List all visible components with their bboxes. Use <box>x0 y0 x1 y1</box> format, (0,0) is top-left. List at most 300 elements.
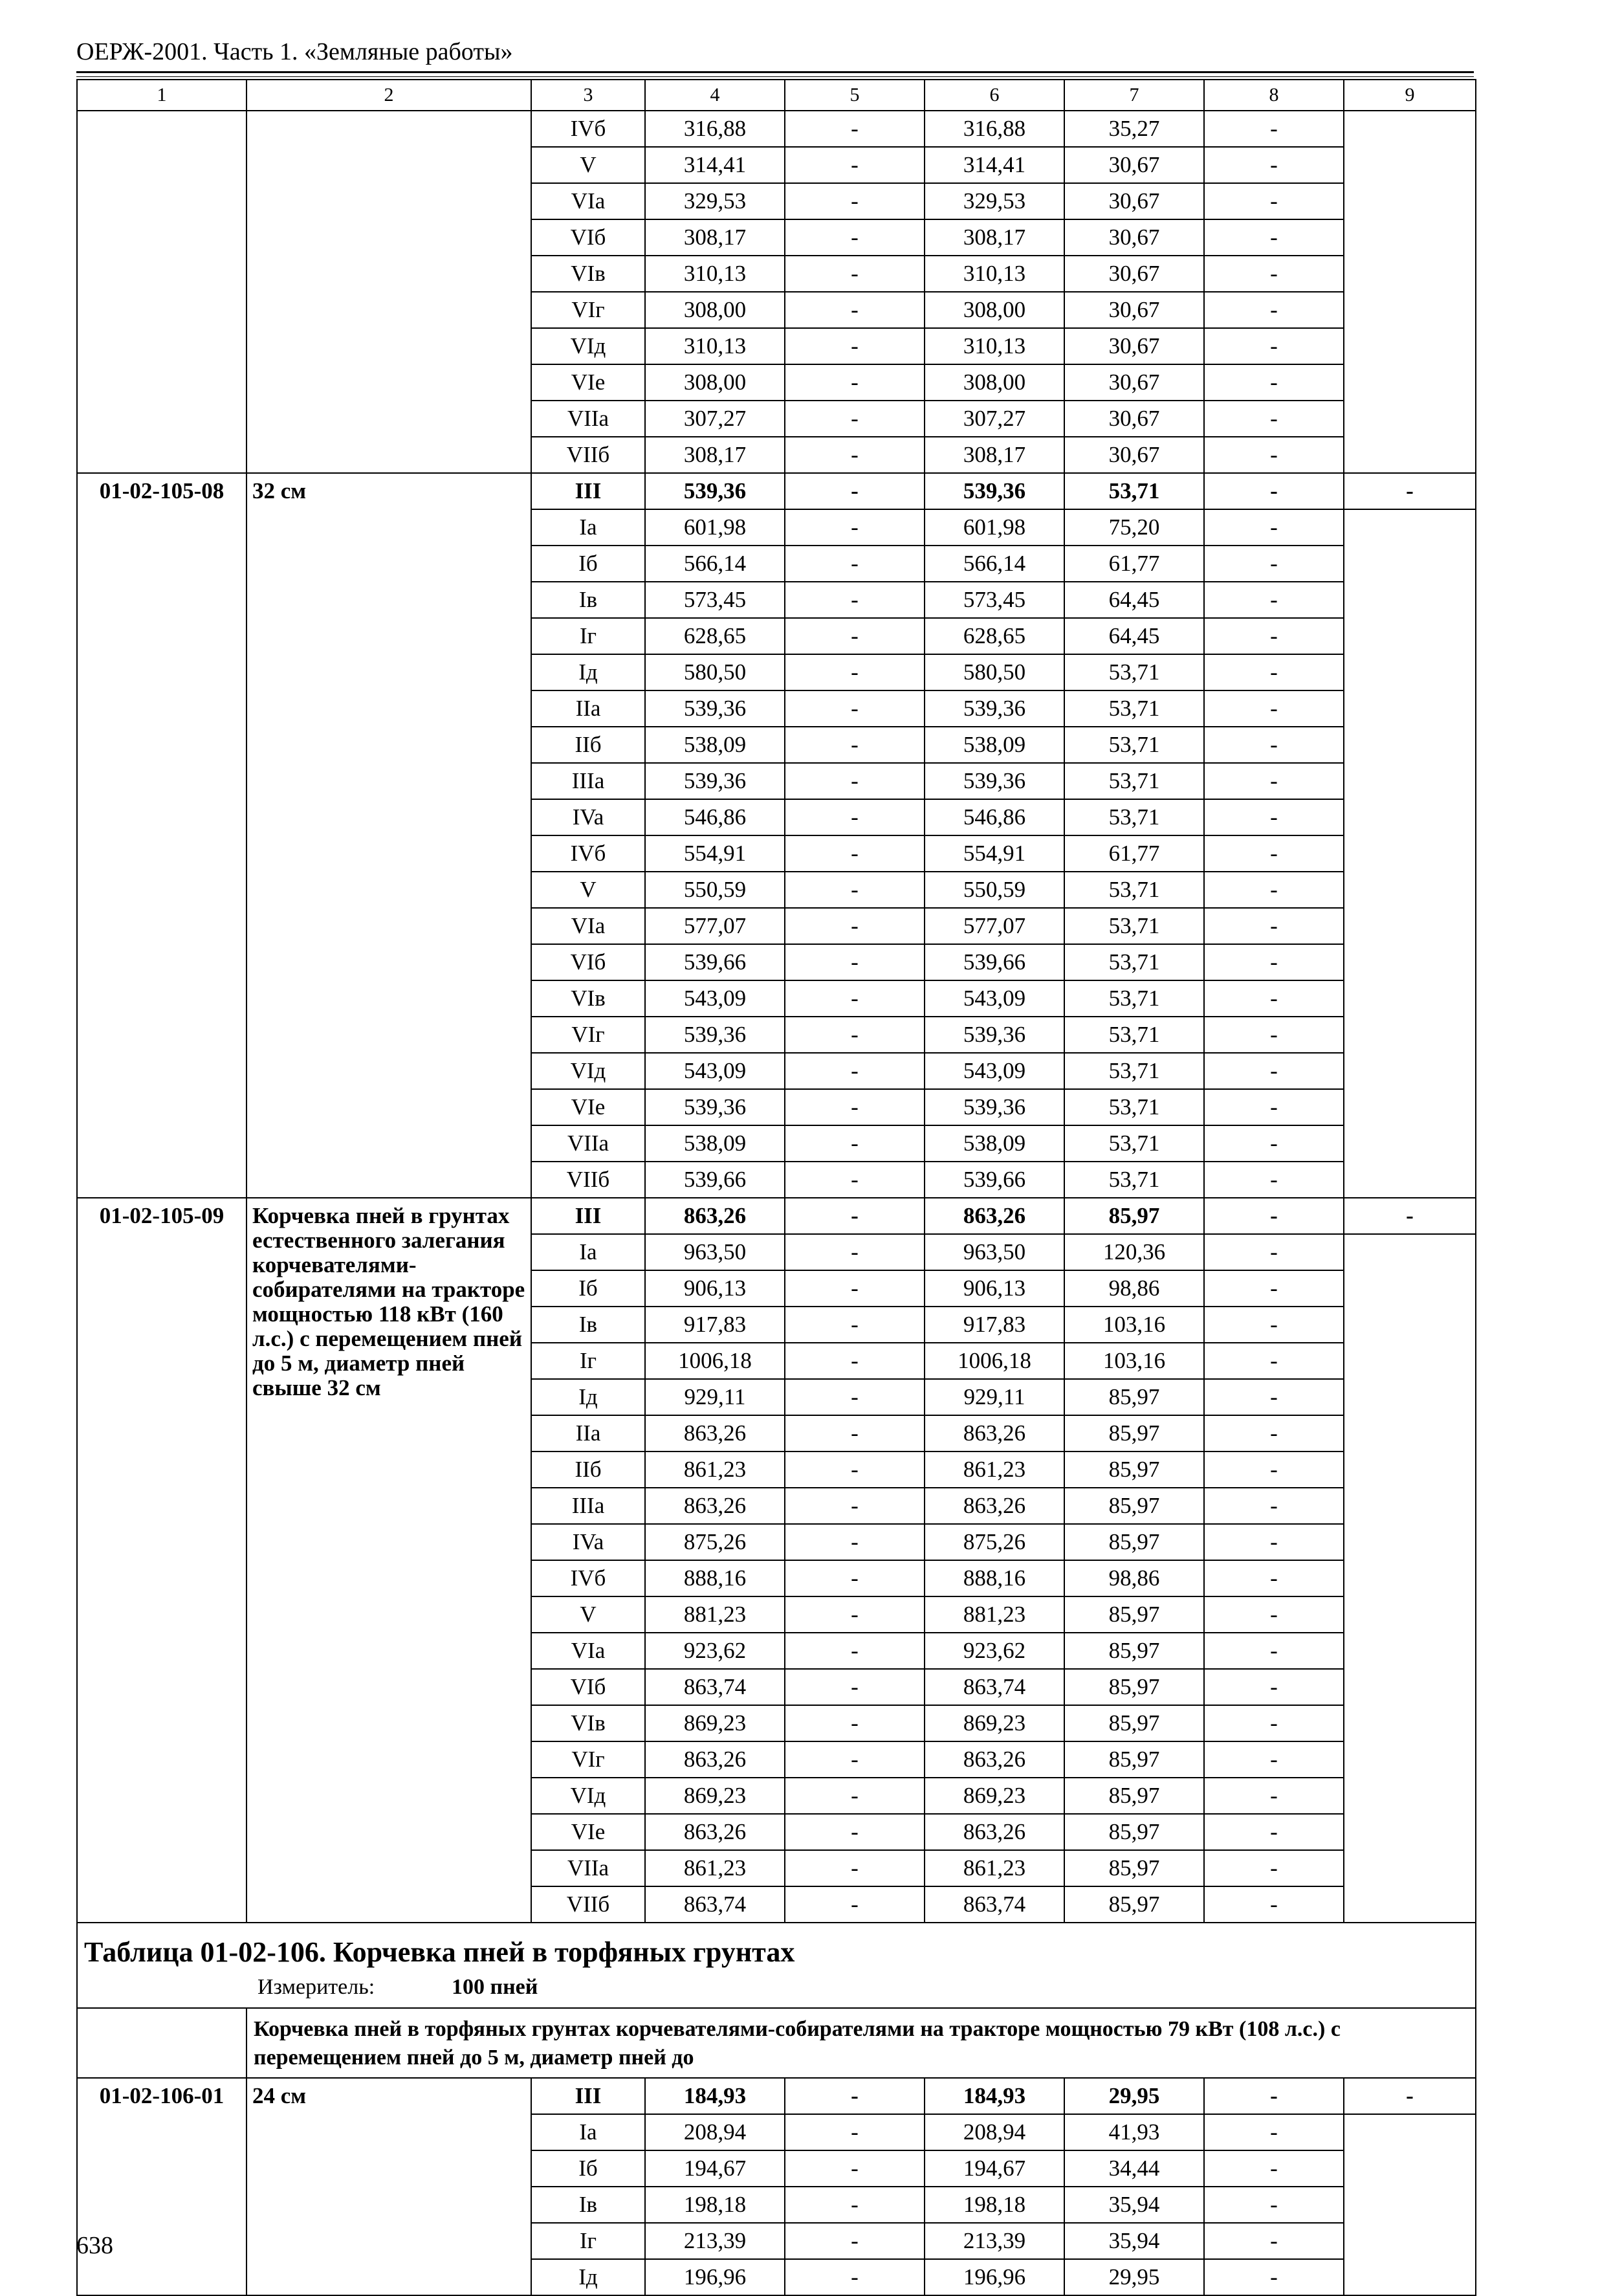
wages-cell: - <box>785 328 925 364</box>
total-cost-cell: 861,23 <box>645 1850 785 1886</box>
machine-cost-cell: 906,13 <box>925 1270 1064 1307</box>
soil-group-cell: III <box>531 1198 645 1234</box>
materials-cell: - <box>1204 908 1344 944</box>
total-cost-cell: 538,09 <box>645 1125 785 1162</box>
machine-wages-cell: 29,95 <box>1064 2078 1204 2114</box>
wages-cell: - <box>785 1705 925 1741</box>
materials-cell: - <box>1204 872 1344 908</box>
soil-group-cell: Iб <box>531 1270 645 1307</box>
machine-cost-cell: 863,26 <box>925 1198 1064 1234</box>
materials-cell: - <box>1204 1669 1344 1705</box>
soil-group-cell: VIIб <box>531 1162 645 1198</box>
total-cost-cell: 580,50 <box>645 654 785 690</box>
machine-cost-cell: 861,23 <box>925 1850 1064 1886</box>
column-number: 4 <box>645 80 785 111</box>
soil-group-cell: Ia <box>531 2114 645 2150</box>
machine-wages-cell: 30,67 <box>1064 183 1204 219</box>
materials-cell: - <box>1204 1778 1344 1814</box>
soil-group-cell: Iв <box>531 2187 645 2223</box>
machine-cost-cell: 543,09 <box>925 1053 1064 1089</box>
machine-wages-cell: 61,77 <box>1064 835 1204 872</box>
machine-wages-cell: 120,36 <box>1064 1234 1204 1270</box>
machine-wages-cell: 85,97 <box>1064 1850 1204 1886</box>
machine-cost-cell: 196,96 <box>925 2259 1064 2295</box>
machine-cost-cell: 314,41 <box>925 147 1064 183</box>
total-cost-cell: 310,13 <box>645 256 785 292</box>
materials-cell: - <box>1204 111 1344 147</box>
machine-cost-cell: 1006,18 <box>925 1343 1064 1379</box>
total-cost-cell: 539,36 <box>645 763 785 799</box>
machine-wages-cell: 53,71 <box>1064 727 1204 763</box>
machine-cost-cell: 628,65 <box>925 618 1064 654</box>
machine-wages-cell: 85,97 <box>1064 1669 1204 1705</box>
total-cost-cell: 538,09 <box>645 727 785 763</box>
machine-cost-cell: 308,00 <box>925 292 1064 328</box>
total-cost-cell: 307,27 <box>645 401 785 437</box>
wages-cell: - <box>785 1886 925 1923</box>
wages-cell: - <box>785 2078 925 2114</box>
wages-cell: - <box>785 1741 925 1778</box>
wages-cell: - <box>785 654 925 690</box>
machine-wages-cell: 85,97 <box>1064 1596 1204 1633</box>
soil-group-cell: Iд <box>531 2259 645 2295</box>
machine-cost-cell: 539,66 <box>925 1162 1064 1198</box>
total-cost-cell: 573,45 <box>645 582 785 618</box>
total-cost-cell: 875,26 <box>645 1524 785 1560</box>
labor-cell <box>1344 111 1476 473</box>
soil-group-cell: VIд <box>531 1778 645 1814</box>
soil-group-cell: IIa <box>531 690 645 727</box>
total-cost-cell: 539,66 <box>645 944 785 980</box>
machine-cost-cell: 308,00 <box>925 364 1064 401</box>
column-number: 8 <box>1204 80 1344 111</box>
machine-cost-cell: 550,59 <box>925 872 1064 908</box>
machine-wages-cell: 53,71 <box>1064 799 1204 835</box>
soil-group-cell: Iв <box>531 582 645 618</box>
soil-group-cell: VIе <box>531 1814 645 1850</box>
soil-group-cell: Iд <box>531 1379 645 1415</box>
machine-wages-cell: 75,20 <box>1064 509 1204 546</box>
table-title: Таблица 01-02-106. Корчевка пней в торфяных грунтах <box>84 1936 795 1968</box>
soil-group-cell: IIб <box>531 727 645 763</box>
machine-cost-cell: 875,26 <box>925 1524 1064 1560</box>
wages-cell: - <box>785 1053 925 1089</box>
machine-cost-cell: 308,17 <box>925 219 1064 256</box>
column-number: 2 <box>247 80 531 111</box>
machine-wages-cell: 103,16 <box>1064 1343 1204 1379</box>
wages-cell: - <box>785 1669 925 1705</box>
machine-wages-cell: 30,67 <box>1064 147 1204 183</box>
materials-cell: - <box>1204 1488 1344 1524</box>
wages-cell: - <box>785 437 925 473</box>
materials-cell: - <box>1204 1053 1344 1089</box>
labor-cell: - <box>1344 2078 1476 2114</box>
soil-group-cell: Iб <box>531 2150 645 2187</box>
machine-wages-cell: 85,97 <box>1064 1415 1204 1452</box>
machine-wages-cell: 53,71 <box>1064 690 1204 727</box>
total-cost-cell: 863,26 <box>645 1814 785 1850</box>
machine-cost-cell: 539,36 <box>925 1089 1064 1125</box>
total-cost-cell: 310,13 <box>645 328 785 364</box>
table-row-main <box>77 1198 1476 1234</box>
soil-group-cell: Ia <box>531 1234 645 1270</box>
soil-group-cell: IVб <box>531 111 645 147</box>
header-rule <box>76 71 1474 73</box>
machine-cost-cell: 863,26 <box>925 1415 1064 1452</box>
machine-cost-cell: 539,66 <box>925 944 1064 980</box>
materials-cell: - <box>1204 147 1344 183</box>
page-number: 638 <box>76 2232 113 2259</box>
total-cost-cell: 577,07 <box>645 908 785 944</box>
soil-group-cell: Ia <box>531 509 645 546</box>
machine-wages-cell: 103,16 <box>1064 1307 1204 1343</box>
soil-group-cell: VIa <box>531 908 645 944</box>
wages-cell: - <box>785 111 925 147</box>
wages-cell: - <box>785 618 925 654</box>
total-cost-cell: 963,50 <box>645 1234 785 1270</box>
materials-cell: - <box>1204 799 1344 835</box>
total-cost-cell: 863,26 <box>645 1198 785 1234</box>
machine-cost-cell: 543,09 <box>925 980 1064 1017</box>
materials-cell: - <box>1204 473 1344 509</box>
machine-wages-cell: 53,71 <box>1064 1089 1204 1125</box>
soil-group-cell: IVб <box>531 1560 645 1596</box>
machine-cost-cell: 213,39 <box>925 2223 1064 2259</box>
total-cost-cell: 869,23 <box>645 1778 785 1814</box>
materials-cell: - <box>1204 1560 1344 1596</box>
wages-cell: - <box>785 763 925 799</box>
total-cost-cell: 543,09 <box>645 1053 785 1089</box>
machine-wages-cell: 53,71 <box>1064 1162 1204 1198</box>
total-cost-cell: 314,41 <box>645 147 785 183</box>
labor-cell <box>1344 1234 1476 1923</box>
wages-cell: - <box>785 219 925 256</box>
materials-cell: - <box>1204 256 1344 292</box>
materials-cell: - <box>1204 2078 1344 2114</box>
norms-table-body <box>77 80 1476 2295</box>
soil-group-cell: Iв <box>531 1307 645 1343</box>
wages-cell: - <box>785 1488 925 1524</box>
materials-cell: - <box>1204 582 1344 618</box>
wages-cell: - <box>785 509 925 546</box>
machine-wages-cell: 53,71 <box>1064 763 1204 799</box>
materials-cell: - <box>1204 546 1344 582</box>
total-cost-cell: 539,36 <box>645 690 785 727</box>
wages-cell: - <box>785 1270 925 1307</box>
total-cost-cell: 863,74 <box>645 1669 785 1705</box>
machine-cost-cell: 307,27 <box>925 401 1064 437</box>
soil-group-cell: Iб <box>531 546 645 582</box>
soil-group-cell: Iд <box>531 654 645 690</box>
materials-cell: - <box>1204 219 1344 256</box>
total-cost-cell: 208,94 <box>645 2114 785 2150</box>
materials-cell: - <box>1204 1343 1344 1379</box>
machine-cost-cell: 863,26 <box>925 1814 1064 1850</box>
machine-wages-cell: 41,93 <box>1064 2114 1204 2150</box>
wages-cell: - <box>785 908 925 944</box>
wages-cell: - <box>785 1017 925 1053</box>
machine-wages-cell: 30,67 <box>1064 364 1204 401</box>
materials-cell: - <box>1204 1234 1344 1270</box>
machine-cost-cell: 554,91 <box>925 835 1064 872</box>
machine-cost-cell: 538,09 <box>925 727 1064 763</box>
materials-cell: - <box>1204 1415 1344 1452</box>
materials-cell: - <box>1204 1125 1344 1162</box>
total-cost-cell: 888,16 <box>645 1560 785 1596</box>
total-cost-cell: 308,00 <box>645 364 785 401</box>
soil-group-cell: IIб <box>531 1452 645 1488</box>
column-number: 9 <box>1344 80 1476 111</box>
machine-cost-cell: 539,36 <box>925 763 1064 799</box>
materials-cell: - <box>1204 1705 1344 1741</box>
wages-cell: - <box>785 1415 925 1452</box>
machine-cost-cell: 580,50 <box>925 654 1064 690</box>
soil-group-cell: VIв <box>531 980 645 1017</box>
soil-group-cell: VIг <box>531 1017 645 1053</box>
wages-cell: - <box>785 256 925 292</box>
wages-cell: - <box>785 690 925 727</box>
machine-cost-cell: 577,07 <box>925 908 1064 944</box>
materials-cell: - <box>1204 727 1344 763</box>
wages-cell: - <box>785 2114 925 2150</box>
total-cost-cell: 566,14 <box>645 546 785 582</box>
soil-group-cell: VIе <box>531 364 645 401</box>
materials-cell: - <box>1204 1017 1344 1053</box>
machine-wages-cell: 85,97 <box>1064 1814 1204 1850</box>
total-cost-cell: 184,93 <box>645 2078 785 2114</box>
soil-group-cell: Iг <box>531 618 645 654</box>
wages-cell: - <box>785 1234 925 1270</box>
soil-group-cell: IVб <box>531 835 645 872</box>
machine-wages-cell: 30,67 <box>1064 256 1204 292</box>
column-number: 6 <box>925 80 1064 111</box>
machine-wages-cell: 98,86 <box>1064 1560 1204 1596</box>
soil-group-cell: VIб <box>531 944 645 980</box>
column-number: 7 <box>1064 80 1204 111</box>
machine-cost-cell: 546,86 <box>925 799 1064 835</box>
machine-wages-cell: 85,97 <box>1064 1488 1204 1524</box>
column-number: 1 <box>77 80 247 111</box>
continued-code-cell <box>77 111 247 473</box>
machine-cost-cell: 539,36 <box>925 473 1064 509</box>
norm-description: 32 см <box>247 473 531 1198</box>
total-cost-cell: 628,65 <box>645 618 785 654</box>
wages-cell: - <box>785 364 925 401</box>
total-cost-cell: 546,86 <box>645 799 785 835</box>
total-cost-cell: 863,74 <box>645 1886 785 1923</box>
materials-cell: - <box>1204 1162 1344 1198</box>
labor-cell: - <box>1344 1198 1476 1234</box>
wages-cell: - <box>785 1379 925 1415</box>
wages-cell: - <box>785 1452 925 1488</box>
labor-cell <box>1344 509 1476 1198</box>
total-cost-cell: 863,26 <box>645 1741 785 1778</box>
wages-cell: - <box>785 1596 925 1633</box>
materials-cell: - <box>1204 2223 1344 2259</box>
machine-wages-cell: 30,67 <box>1064 219 1204 256</box>
soil-group-cell: III <box>531 2078 645 2114</box>
soil-group-cell: V <box>531 147 645 183</box>
total-cost-cell: 308,17 <box>645 219 785 256</box>
materials-cell: - <box>1204 1814 1344 1850</box>
machine-cost-cell: 863,26 <box>925 1741 1064 1778</box>
wages-cell: - <box>785 1162 925 1198</box>
soil-group-cell: Iг <box>531 2223 645 2259</box>
materials-cell: - <box>1204 835 1344 872</box>
subheading-row <box>77 2008 1476 2078</box>
total-cost-cell: 861,23 <box>645 1452 785 1488</box>
machine-cost-cell: 316,88 <box>925 111 1064 147</box>
materials-cell: - <box>1204 1886 1344 1923</box>
wages-cell: - <box>785 183 925 219</box>
materials-cell: - <box>1204 1198 1344 1234</box>
machine-wages-cell: 61,77 <box>1064 546 1204 582</box>
machine-wages-cell: 35,94 <box>1064 2187 1204 2223</box>
wages-cell: - <box>785 1560 925 1596</box>
total-cost-cell: 539,36 <box>645 1089 785 1125</box>
soil-group-cell: IVa <box>531 799 645 835</box>
materials-cell: - <box>1204 980 1344 1017</box>
soil-group-cell: VIIa <box>531 1850 645 1886</box>
total-cost-cell: 308,17 <box>645 437 785 473</box>
machine-wages-cell: 53,71 <box>1064 908 1204 944</box>
materials-cell: - <box>1204 1524 1344 1560</box>
machine-cost-cell: 601,98 <box>925 509 1064 546</box>
meter-label: Измеритель: <box>258 1975 375 1999</box>
soil-group-cell: VIIa <box>531 1125 645 1162</box>
wages-cell: - <box>785 2223 925 2259</box>
soil-group-cell: VIIб <box>531 1886 645 1923</box>
wages-cell: - <box>785 2187 925 2223</box>
total-cost-cell: 869,23 <box>645 1705 785 1741</box>
soil-group-cell: IIa <box>531 1415 645 1452</box>
norm-code: 01-02-105-09 <box>77 1198 247 1923</box>
wages-cell: - <box>785 546 925 582</box>
soil-group-cell: VIa <box>531 1633 645 1669</box>
materials-cell: - <box>1204 2259 1344 2295</box>
table-title-cell <box>77 1923 1476 2008</box>
materials-cell: - <box>1204 1633 1344 1669</box>
machine-wages-cell: 85,97 <box>1064 1379 1204 1415</box>
soil-group-cell: VIб <box>531 1669 645 1705</box>
machine-cost-cell: 329,53 <box>925 183 1064 219</box>
total-cost-cell: 906,13 <box>645 1270 785 1307</box>
wages-cell: - <box>785 980 925 1017</box>
soil-group-cell: VIе <box>531 1089 645 1125</box>
meter-value: 100 пней <box>452 1975 538 1999</box>
materials-cell: - <box>1204 292 1344 328</box>
machine-cost-cell: 963,50 <box>925 1234 1064 1270</box>
materials-cell: - <box>1204 690 1344 727</box>
machine-cost-cell: 923,62 <box>925 1633 1064 1669</box>
materials-cell: - <box>1204 1379 1344 1415</box>
labor-cell: - <box>1344 473 1476 509</box>
soil-group-cell: VIIa <box>531 401 645 437</box>
soil-group-cell: VIб <box>531 219 645 256</box>
materials-cell: - <box>1204 1850 1344 1886</box>
machine-wages-cell: 85,97 <box>1064 1886 1204 1923</box>
wages-cell: - <box>785 799 925 835</box>
machine-wages-cell: 29,95 <box>1064 2259 1204 2295</box>
wages-cell: - <box>785 944 925 980</box>
machine-wages-cell: 85,97 <box>1064 1198 1204 1234</box>
soil-group-cell: VIг <box>531 1741 645 1778</box>
total-cost-cell: 316,88 <box>645 111 785 147</box>
norm-code: 01-02-106-01 <box>77 2078 247 2295</box>
norm-description: 24 см <box>247 2078 531 2295</box>
materials-cell: - <box>1204 328 1344 364</box>
column-number: 5 <box>785 80 925 111</box>
machine-wages-cell: 64,45 <box>1064 582 1204 618</box>
soil-group-cell: VIд <box>531 328 645 364</box>
wages-cell: - <box>785 1343 925 1379</box>
total-cost-cell: 863,26 <box>645 1415 785 1452</box>
machine-wages-cell: 53,71 <box>1064 473 1204 509</box>
materials-cell: - <box>1204 1596 1344 1633</box>
wages-cell: - <box>785 147 925 183</box>
machine-cost-cell: 881,23 <box>925 1596 1064 1633</box>
machine-wages-cell: 85,97 <box>1064 1778 1204 1814</box>
norm-code: 01-02-105-08 <box>77 473 247 1198</box>
materials-cell: - <box>1204 1270 1344 1307</box>
header-rule-thin <box>76 76 1474 77</box>
wages-cell: - <box>785 872 925 908</box>
total-cost-cell: 198,18 <box>645 2187 785 2223</box>
wages-cell: - <box>785 1778 925 1814</box>
wages-cell: - <box>785 2150 925 2187</box>
machine-wages-cell: 53,71 <box>1064 872 1204 908</box>
materials-cell: - <box>1204 2187 1344 2223</box>
wages-cell: - <box>785 1814 925 1850</box>
wages-cell: - <box>785 1307 925 1343</box>
machine-cost-cell: 539,36 <box>925 1017 1064 1053</box>
table-row <box>77 111 1476 147</box>
materials-cell: - <box>1204 401 1344 437</box>
total-cost-cell: 550,59 <box>645 872 785 908</box>
soil-group-cell: VIa <box>531 183 645 219</box>
machine-wages-cell: 30,67 <box>1064 437 1204 473</box>
machine-wages-cell: 34,44 <box>1064 2150 1204 2187</box>
soil-group-cell: VIв <box>531 256 645 292</box>
machine-wages-cell: 53,71 <box>1064 1125 1204 1162</box>
wages-cell: - <box>785 1089 925 1125</box>
machine-wages-cell: 64,45 <box>1064 618 1204 654</box>
machine-cost-cell: 208,94 <box>925 2114 1064 2150</box>
soil-group-cell: III <box>531 473 645 509</box>
column-number-row <box>77 80 1476 111</box>
machine-cost-cell: 310,13 <box>925 328 1064 364</box>
materials-cell: - <box>1204 654 1344 690</box>
soil-group-cell: VIв <box>531 1705 645 1741</box>
machine-wages-cell: 53,71 <box>1064 980 1204 1017</box>
machine-wages-cell: 53,71 <box>1064 654 1204 690</box>
machine-wages-cell: 85,97 <box>1064 1524 1204 1560</box>
machine-wages-cell: 85,97 <box>1064 1741 1204 1778</box>
total-cost-cell: 881,23 <box>645 1596 785 1633</box>
machine-cost-cell: 538,09 <box>925 1125 1064 1162</box>
wages-cell: - <box>785 1524 925 1560</box>
wages-cell: - <box>785 473 925 509</box>
total-cost-cell: 196,96 <box>645 2259 785 2295</box>
column-number: 3 <box>531 80 645 111</box>
machine-wages-cell: 98,86 <box>1064 1270 1204 1307</box>
machine-cost-cell: 869,23 <box>925 1705 1064 1741</box>
machine-wages-cell: 53,71 <box>1064 944 1204 980</box>
wages-cell: - <box>785 835 925 872</box>
materials-cell: - <box>1204 763 1344 799</box>
table-row-main <box>77 2078 1476 2114</box>
norms-table-wrapper <box>76 79 1475 2296</box>
